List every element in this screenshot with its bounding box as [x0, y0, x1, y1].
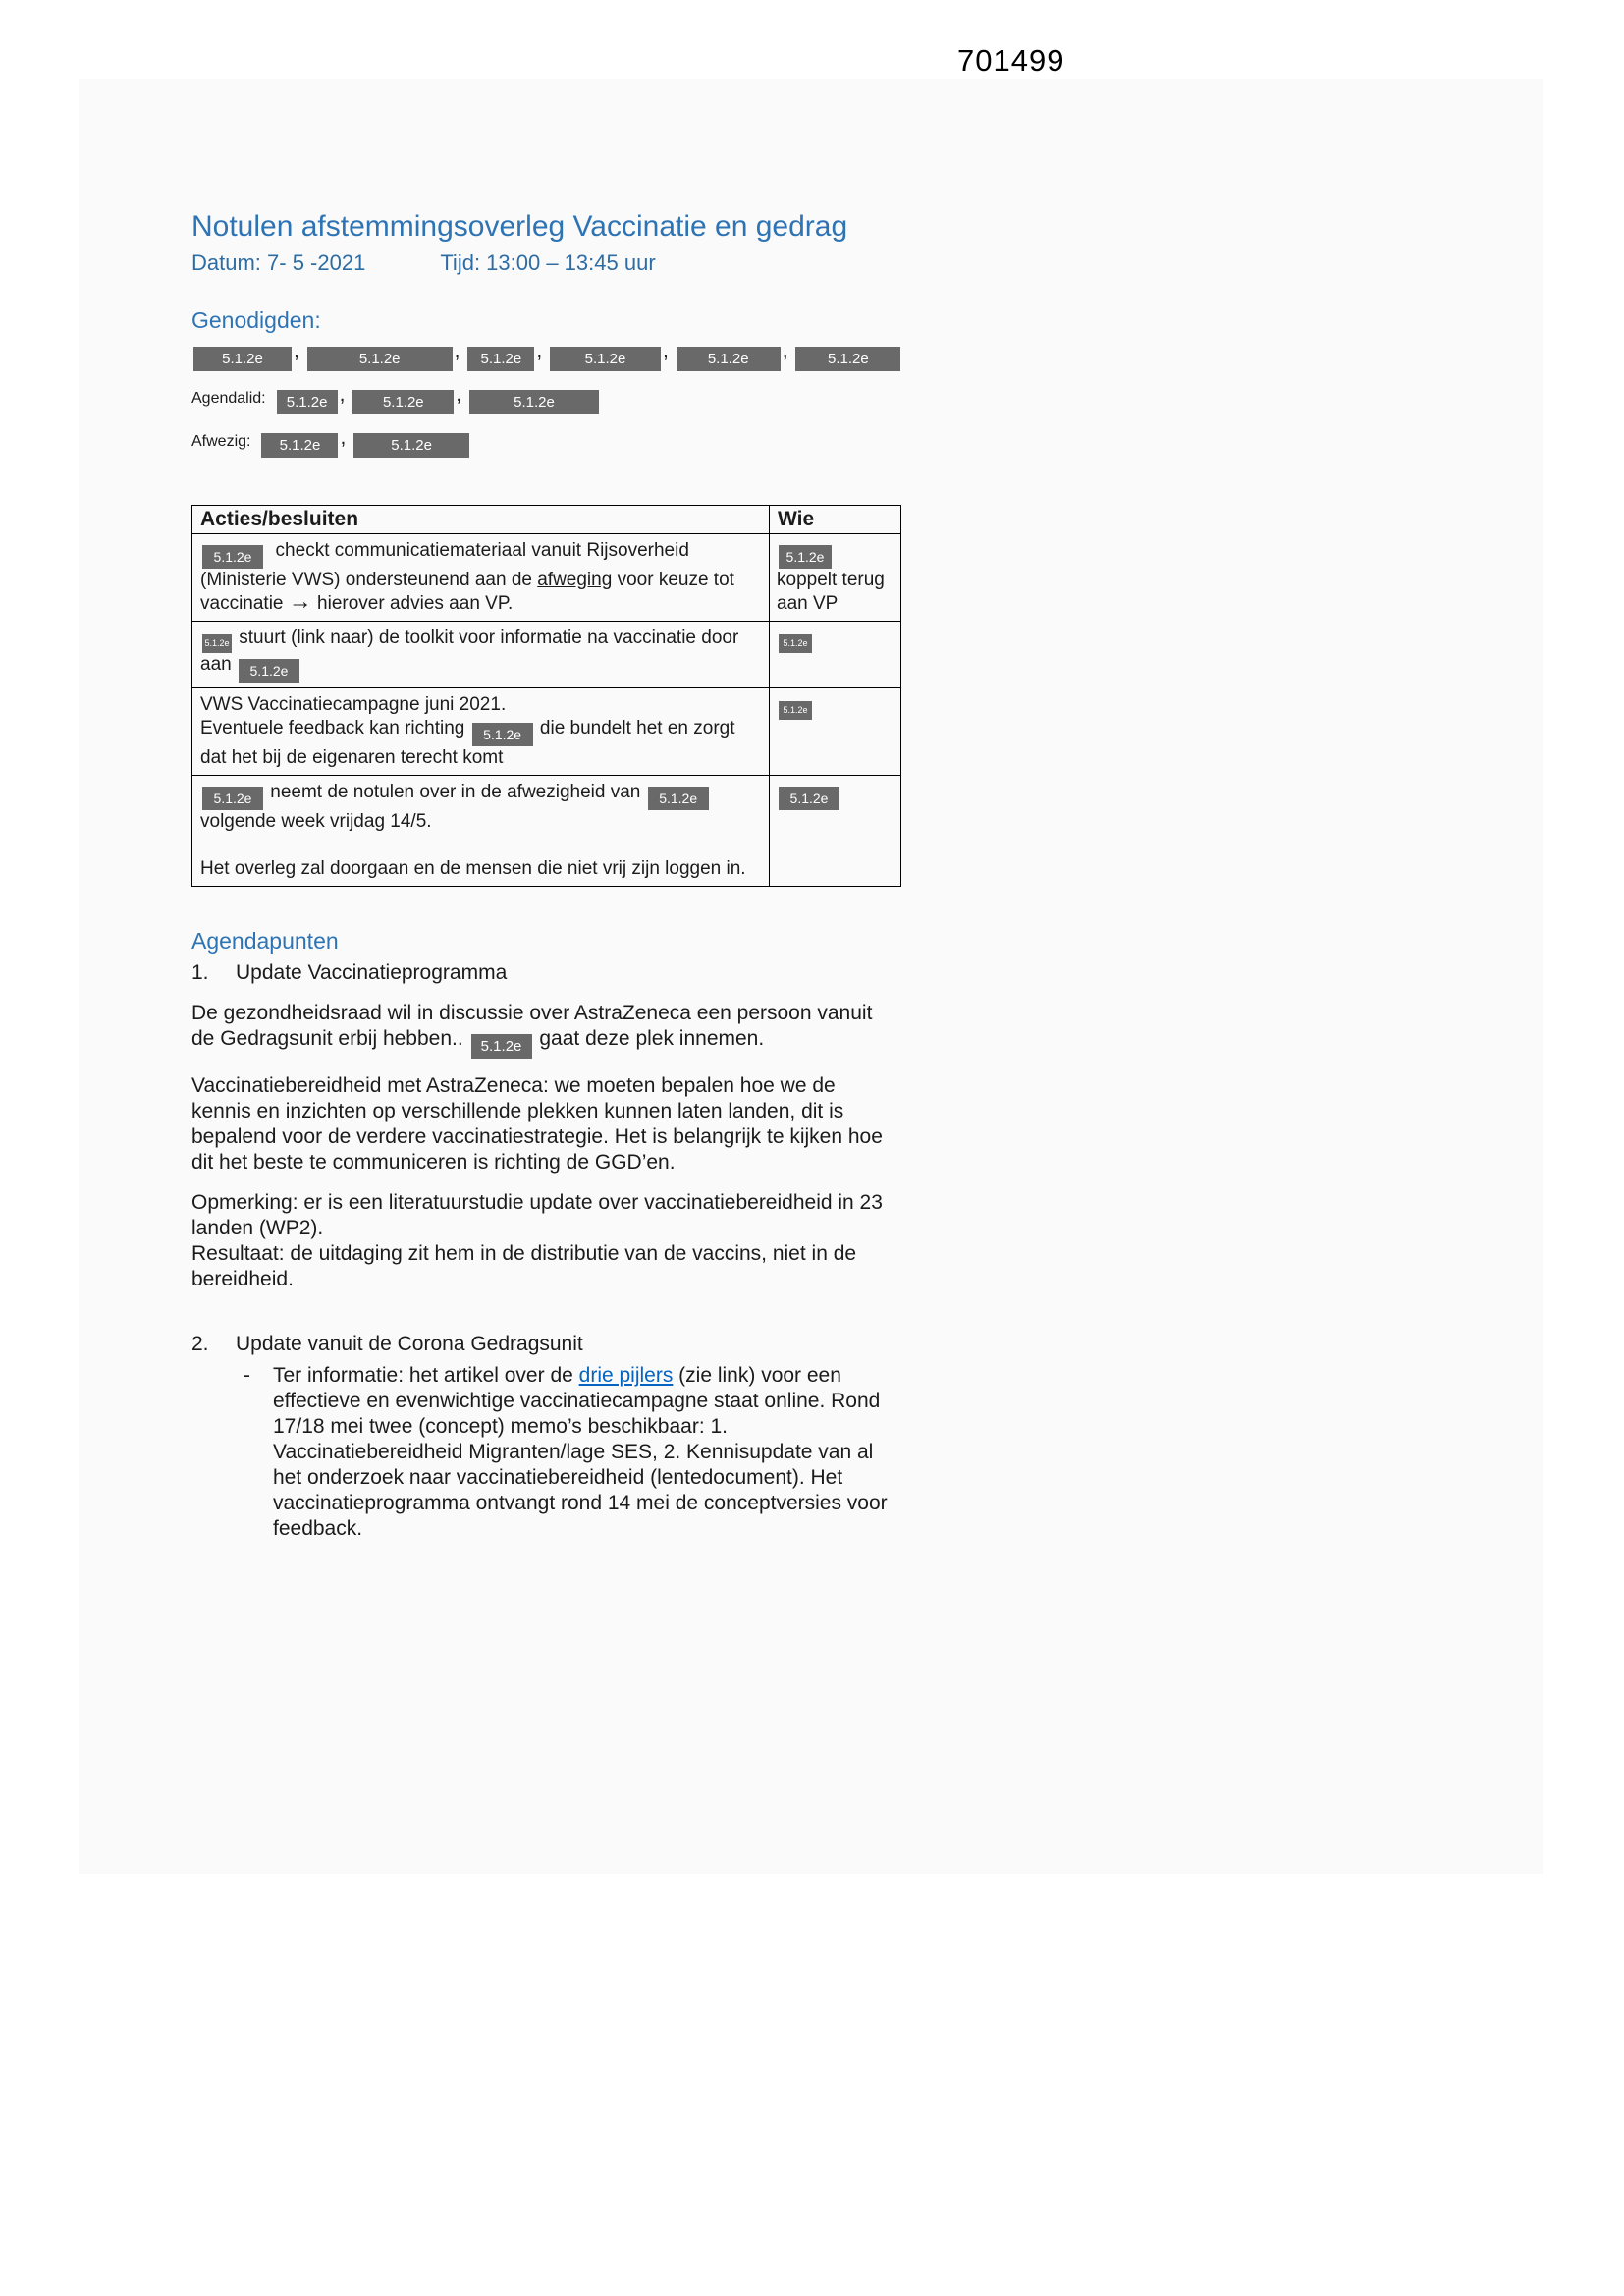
- action-cell: 5.1.2e neemt de notulen over in de afwezigheid van 5.1.2e volgende week vrijdag 14/5. Het overleg zal doorgaan en de mensen die niet vrij zijn loggen in.: [192, 776, 770, 887]
- agenda-item-2: [191, 1332, 900, 1357]
- afwezig-list: 5.1.2e , 5.1.2e: [259, 425, 471, 458]
- wie-cell: [770, 688, 901, 776]
- table-row: [192, 776, 901, 887]
- paragraph-opmerking: Opmerking: er is een literatuurstudie update over vaccinatiebereidheid in 23 landen (WP2). Resultaat: de uitdaging zit hem in de distributie van de vaccins, niet in de bereidheid.: [191, 1191, 889, 1290]
- redaction-box: 5.1.2e: [202, 787, 263, 810]
- redaction-box: 5.1.2e: [779, 701, 812, 720]
- action-cell: 5.1.2e stuurt (link naar) de toolkit voor informatie na vaccinatie door aan 5.1.2e: [192, 622, 770, 688]
- bullet-item: [244, 1363, 900, 1542]
- genodigden-heading: Genodigden:: [191, 307, 321, 333]
- redaction-box: 5.1.2e: [779, 787, 839, 810]
- redaction-box: 5.1.2e: [779, 634, 812, 653]
- redaction-box: 5.1.2e: [202, 545, 263, 569]
- agendapunten-heading: Agendapunten: [191, 928, 339, 954]
- redaction-box: 5.1.2e: [261, 433, 338, 458]
- doc-number: 701499: [957, 43, 1065, 78]
- redaction-box: 5.1.2e: [648, 787, 709, 810]
- redaction-box: 5.1.2e: [352, 390, 454, 414]
- item-title: Update vanuit de Corona Gedragsunit: [236, 1333, 583, 1355]
- afwezig-row: [191, 425, 900, 458]
- wie-cell: [770, 622, 901, 688]
- action-cell: VWS Vaccinatiecampagne juni 2021. Eventuele feedback kan richting 5.1.2e die bundelt het en zorgt dat het bij de eigenaren terecht komt: [192, 688, 770, 776]
- agendalid-list: 5.1.2e , 5.1.2e , 5.1.2e: [275, 382, 601, 414]
- redaction-box: 5.1.2e: [471, 1034, 532, 1059]
- wie-cell: 5.1.2e koppelt terug aan VP: [770, 534, 901, 622]
- redaction-box: 5.1.2e: [795, 347, 900, 371]
- item-number: 2.: [191, 1333, 209, 1355]
- redaction-box: 5.1.2e: [779, 545, 832, 569]
- table-row: [192, 534, 901, 622]
- redaction-box: 5.1.2e: [677, 347, 781, 371]
- wie-cell: [770, 776, 901, 887]
- column-header-acties: Acties/besluiten: [192, 506, 770, 534]
- agendalid-row: [191, 382, 900, 414]
- item-title: Update Vaccinatieprogramma: [236, 961, 508, 984]
- bullet-marker: -: [244, 1364, 250, 1387]
- redaction-box: 5.1.2e: [239, 659, 299, 683]
- tijd-text: Tijd: 13:00 – 13:45 uur: [440, 250, 656, 275]
- bullet-text: Ter informatie: het artikel over de drie pijlers (zie link) voor een effectieve en evenwichtige vaccinatiecampagne staat online. Rond 17/18 mei twee (concept) memo’s beschikbaar: 1. Vaccinatiebereidheid Migranten/lage SES, 2. Kennisupdate van al het onderzoek naar vaccinatiebereidheid (lentedocument). Het vaccinatieprogramma ontvangt rond 14 mei de conceptversies voor feedback.: [273, 1364, 893, 1540]
- redaction-box: 5.1.2e: [550, 347, 661, 371]
- paragraph-gezondheidsraad: De gezondheidsraad wil in discussie over AstraZeneca een persoon vanuit de Gedragsunit erbij hebben.. 5.1.2e gaat deze plek innemen.: [191, 1001, 900, 1059]
- redaction-box: 5.1.2e: [202, 634, 232, 653]
- redaction-box: 5.1.2e: [467, 347, 534, 371]
- redaction-box: 5.1.2e: [469, 390, 599, 414]
- arrow-right-icon: →: [288, 588, 312, 615]
- actions-table: [191, 505, 901, 887]
- table-row: [192, 688, 901, 776]
- redaction-box: 5.1.2e: [472, 723, 533, 746]
- document-content: [191, 209, 900, 1542]
- item-number: 1.: [191, 961, 209, 984]
- paragraph-vaccinatiebereidheid: Vaccinatiebereidheid met AstraZeneca: we moeten bepalen hoe we de kennis en inzichten op verschillende plekken kunnen laten landen, dit is bepalend voor de verdere vaccinatiestrategie. Het is belangrijk te kijken hoe dit het beste te communiceren is richting de GGD’en.: [191, 1074, 889, 1174]
- redaction-box: 5.1.2e: [307, 347, 453, 371]
- doc-subtitle: [191, 250, 900, 276]
- table-row: [192, 622, 901, 688]
- agenda-item-1: [191, 960, 900, 986]
- genodigden-list: 5.1.2e , 5.1.2e , 5.1.2e , 5.1.2e , 5.1.2e , 5.1.2e: [191, 339, 900, 371]
- table-header-row: [192, 506, 901, 534]
- agendalid-label: Agendalid:: [191, 389, 266, 407]
- redaction-box: 5.1.2e: [353, 433, 469, 458]
- column-header-wie: Wie: [770, 506, 901, 534]
- datum-text: Datum: 7- 5 -2021: [191, 250, 366, 275]
- drie-pijlers-link[interactable]: drie pijlers: [578, 1364, 674, 1387]
- redaction-box: 5.1.2e: [277, 390, 338, 414]
- redaction-box: 5.1.2e: [193, 347, 292, 371]
- afwezig-label: Afwezig:: [191, 432, 251, 450]
- action-cell: 5.1.2e checkt communicatiemateriaal vanuit Rijsoverheid (Ministerie VWS) ondersteunend aan de afweging voor keuze tot vaccinatie → hierover advies aan VP.: [192, 534, 770, 622]
- doc-title: Notulen afstemmingsoverleg Vaccinatie en gedrag: [191, 210, 848, 243]
